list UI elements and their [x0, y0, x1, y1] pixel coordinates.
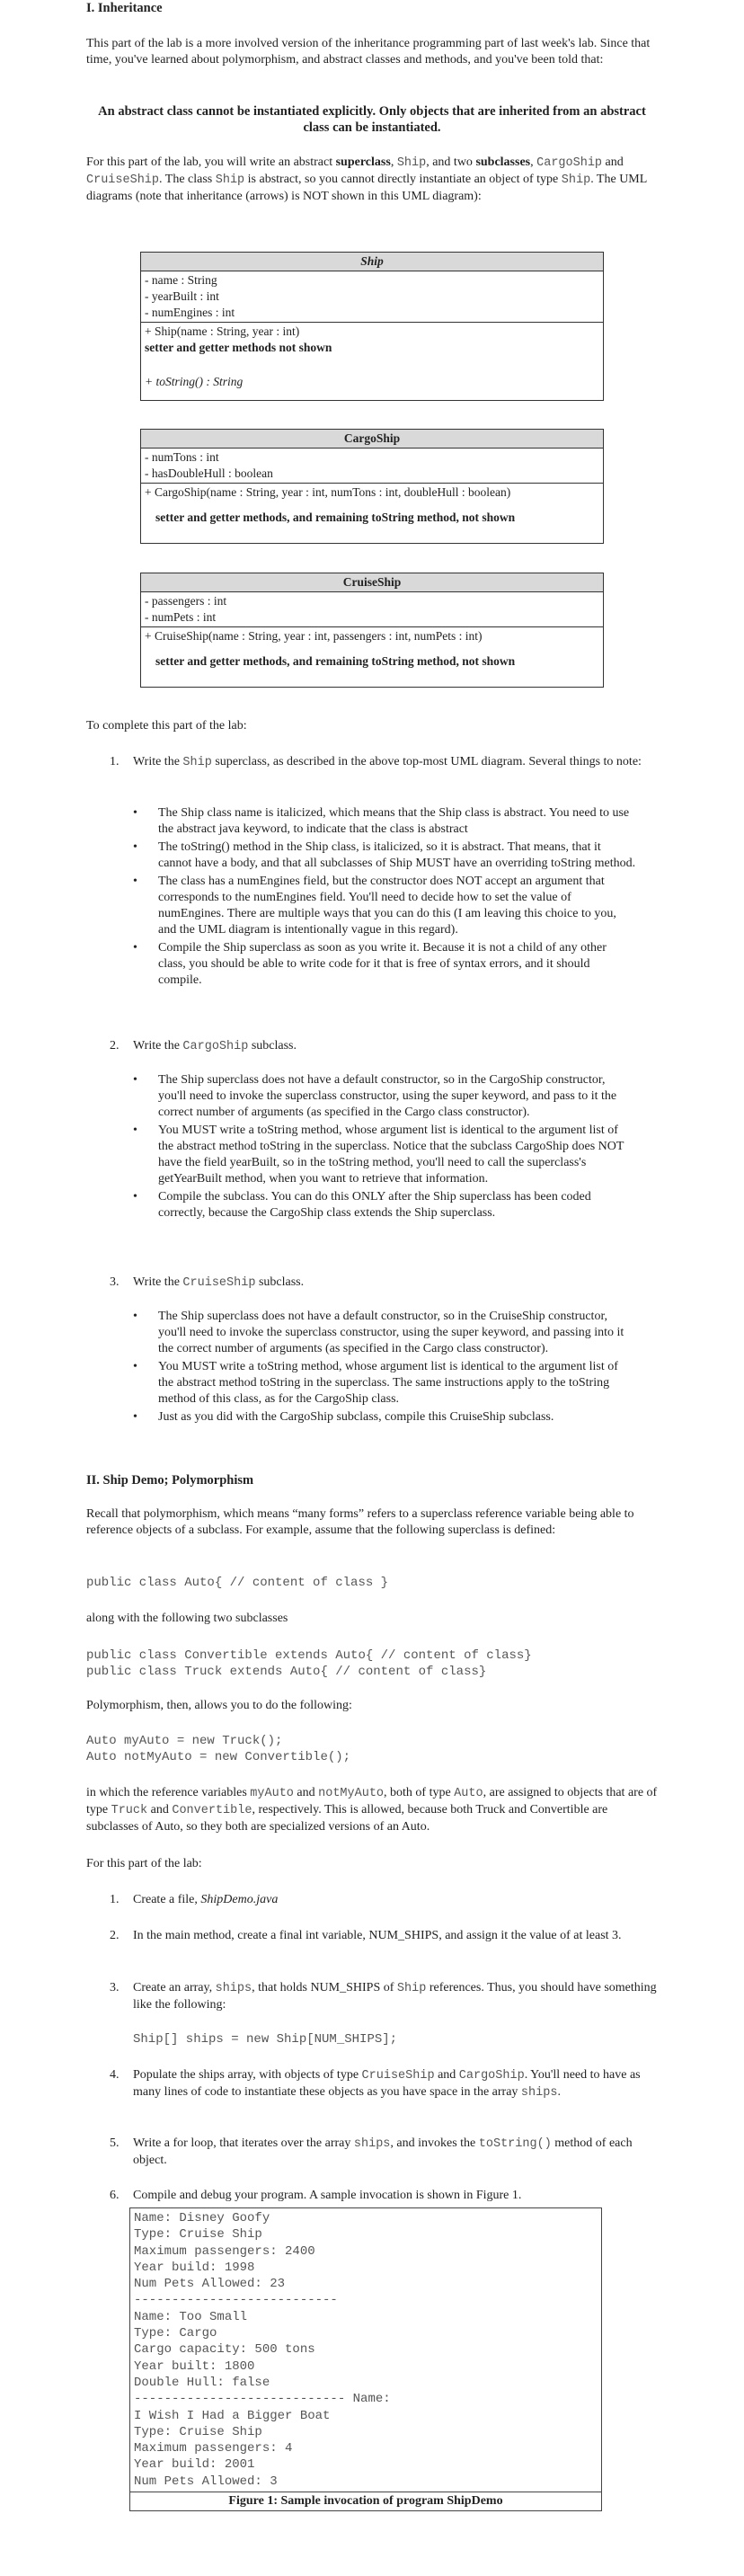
list-item: • The Ship superclass does not have a default constructor, so in the CruiseShip constructor, you'll need to invoke the superclass constructor, using the super keyword, and passing into it the correct number of arguments (as specified in the Cargo class constructor).: [133, 1309, 636, 1357]
uml-cargo-title: CargoShip: [141, 430, 604, 449]
uml-cruiseship: [140, 573, 604, 688]
uml-ship-fields: - name : String - yearBuilt : int - numEngines : int: [141, 271, 604, 323]
step-3: 3. Write the CruiseShip subclass.: [110, 1275, 305, 1290]
abstract-para: For this part of the lab, you will write an abstract superclass, Ship, and two subclasses, CargoShip and CruiseShip. The class Ship is abstract, so you cannot directly instantiate an object of type Ship. The UML diagrams (note that inheritance (arrows) is NOT shown in this UML diagram):: [86, 155, 647, 203]
figure-caption: Figure 1: Sample invocation of program ShipDemo: [130, 2492, 601, 2510]
list-item: • Just as you did with the CargoShip subclass, compile this CruiseShip subclass.: [133, 1409, 636, 1426]
uml-cargo-fields: - numTons : int - hasDoubleHull : boolean: [141, 449, 604, 484]
uml-ship: [140, 252, 604, 401]
uml-ship-methods: + Ship(name : String, year : int) setter and getter methods not shown + toString() : String: [141, 323, 604, 401]
figure-sample-output: [129, 2207, 602, 2511]
demo-step-1: 1. Create a file, ShipDemo.java: [110, 1893, 279, 1906]
demo-step-6: 6. Compile and debug your program. A sample invocation is shown in Figure 1.: [110, 2189, 522, 2202]
abstract-callout: An abstract class cannot be instantiated explicitly. Only objects that are inherited from an abstract class can be instantiated.: [98, 104, 646, 135]
complete-label: To complete this part of the lab:: [86, 719, 247, 733]
list-item: • The class has a numEngines field, but the constructor does NOT accept an argument that corresponds to the numEngines field. You'll need to decide how to set the value of numEngines. There are multiple ways that you can do this (I am leaving this choice to you, and the UML diagram is intentionally vague in this regard).: [133, 874, 636, 938]
uml-cruise-title: CruiseShip: [141, 573, 604, 592]
list-item: • The Ship class name is italicized, which means that the Ship class is abstract. You need to use the abstract java keyword, to indicate that the class is abstract: [133, 805, 636, 838]
inheritance-intro: This part of the lab is a more involved version of the inheritance programming part of last week's lab. Since that time, you've learned about polymorphism, and abstract classes and methods, and you've been told that:: [86, 37, 651, 67]
list-item: • You MUST write a toString method, whose argument list is identical to the argument list of the abstract method toString in the superclass. Notice that the subclass CargoShip does NOT have the field yearBuilt, so in the toString method, you'll need to call the superclass's getYearBuilt method, when you want to retrieve that information.: [133, 1123, 636, 1187]
uml-cruise-fields: - passengers : int - numPets : int: [141, 592, 604, 627]
section-heading-polymorphism: II. Ship Demo; Polymorphism: [86, 1473, 254, 1488]
list-item: • The Ship superclass does not have a default constructor, so in the CargoShip constructor, you'll need to invoke the superclass constructor, using the super keyword, and pass to it the correct number of arguments (as specified in the Cargo class constructor).: [133, 1072, 636, 1121]
reference-para: in which the reference variables myAuto and notMyAuto, both of type Auto, are assigned to objects that are of type Truck and Convertible, respectively. This is allowed, because both Truck and Convertible are subclasses of Auto, so they both are specialized versions of an Auto.: [86, 1786, 658, 1834]
code-ships-array: Ship[] ships = new Ship[NUM_SHIPS];: [133, 2032, 398, 2047]
step-2: 2. Write the CargoShip subclass.: [110, 1039, 297, 1053]
list-item: • Compile the Ship superclass as soon as you write it. Because it is not a child of any other class, you should be able to write code for it that is free of syntax errors, and it should compile.: [133, 940, 636, 989]
uml-cargoship: [140, 429, 604, 544]
along-text: along with the following two subclasses: [86, 1612, 288, 1625]
demo-step-5: 5. Write a for loop, that iterates over the array ships, and invokes the toString() method of each object.: [110, 2136, 633, 2167]
section-heading-inheritance: I. Inheritance: [86, 1, 163, 15]
list-item: • Compile the subclass. You can do this ONLY after the Ship superclass has been coded correctly, because the CargoShip class extends the Ship superclass.: [133, 1189, 636, 1221]
code-subclasses: public class Convertible extends Auto{ // content of class} public class Truck extends Auto{ // content of class}: [86, 1648, 532, 1679]
step-3-bullets: [133, 1309, 636, 1427]
polymorphism-intro: Recall that polymorphism, which means “many forms” refers to a superclass reference variable being able to reference objects of a subclass. For example, assume that the following superclass is defined:: [86, 1507, 634, 1537]
uml-cargo-methods: + CargoShip(name : String, year : int, numTons : int, doubleHull : boolean) setter and getter methods, and remaining toString method, not shown: [141, 484, 604, 544]
demo-step-4: 4. Populate the ships array, with objects of type CruiseShip and CargoShip. You'll need to have as many lines of code to instantiate these objects as you have space in the array ships.: [110, 2068, 641, 2100]
uml-cruise-methods: + CruiseShip(name : String, year : int, passengers : int, numPets : int) setter and getter methods, and remaining toString method, not shown: [141, 627, 604, 688]
code-polymorphism: Auto myAuto = new Truck(); Auto notMyAuto = new Convertible();: [86, 1734, 351, 1764]
demo-step-2: 2. In the main method, create a final int variable, NUM_SHIPS, and assign it the value of at least 3.: [110, 1929, 622, 1942]
uml-ship-title: Ship: [141, 253, 604, 271]
polymorphism-text: Polymorphism, then, allows you to do the following:: [86, 1699, 352, 1712]
list-item: • The toString() method in the Ship class, is italicized, so it is abstract. That means, that it cannot have a body, and that all subclasses of Ship MUST have an overriding toString method.: [133, 839, 636, 872]
list-item: • You MUST write a toString method, whose argument list is identical to the argument list of the abstract method toString in the superclass. The same instructions apply to the toString method of this class, as for the CargoShip class.: [133, 1359, 636, 1408]
for-this-label: For this part of the lab:: [86, 1857, 202, 1870]
code-auto-class: public class Auto{ // content of class }: [86, 1576, 389, 1590]
sample-output-text: Name: Disney Goofy Type: Cruise Ship Maximum passengers: 2400 Year build: 1998 Num Pets Allowed: 23 --------------------------- Name: Too Small Type: Cargo Cargo capacity: 500 tons Year built: 1800 Double Hull: false ---------------------------- Name: I Wish I Had a Bigger Boat Type: Cruise Ship Maximum passengers: 4 Year build: 2001 Num Pets Allowed: 3: [134, 2211, 391, 2489]
step-1: 1. Write the Ship superclass, as described in the above top-most UML diagram. Several things to note:: [110, 755, 642, 769]
demo-step-3: 3. Create an array, ships, that holds NUM_SHIPS of Ship references. Thus, you should have something like the following: Ship[] ships = new Ship[NUM_SHIPS];: [110, 1981, 657, 2047]
step-2-bullets: [133, 1072, 636, 1223]
step-1-bullets: [133, 805, 636, 990]
